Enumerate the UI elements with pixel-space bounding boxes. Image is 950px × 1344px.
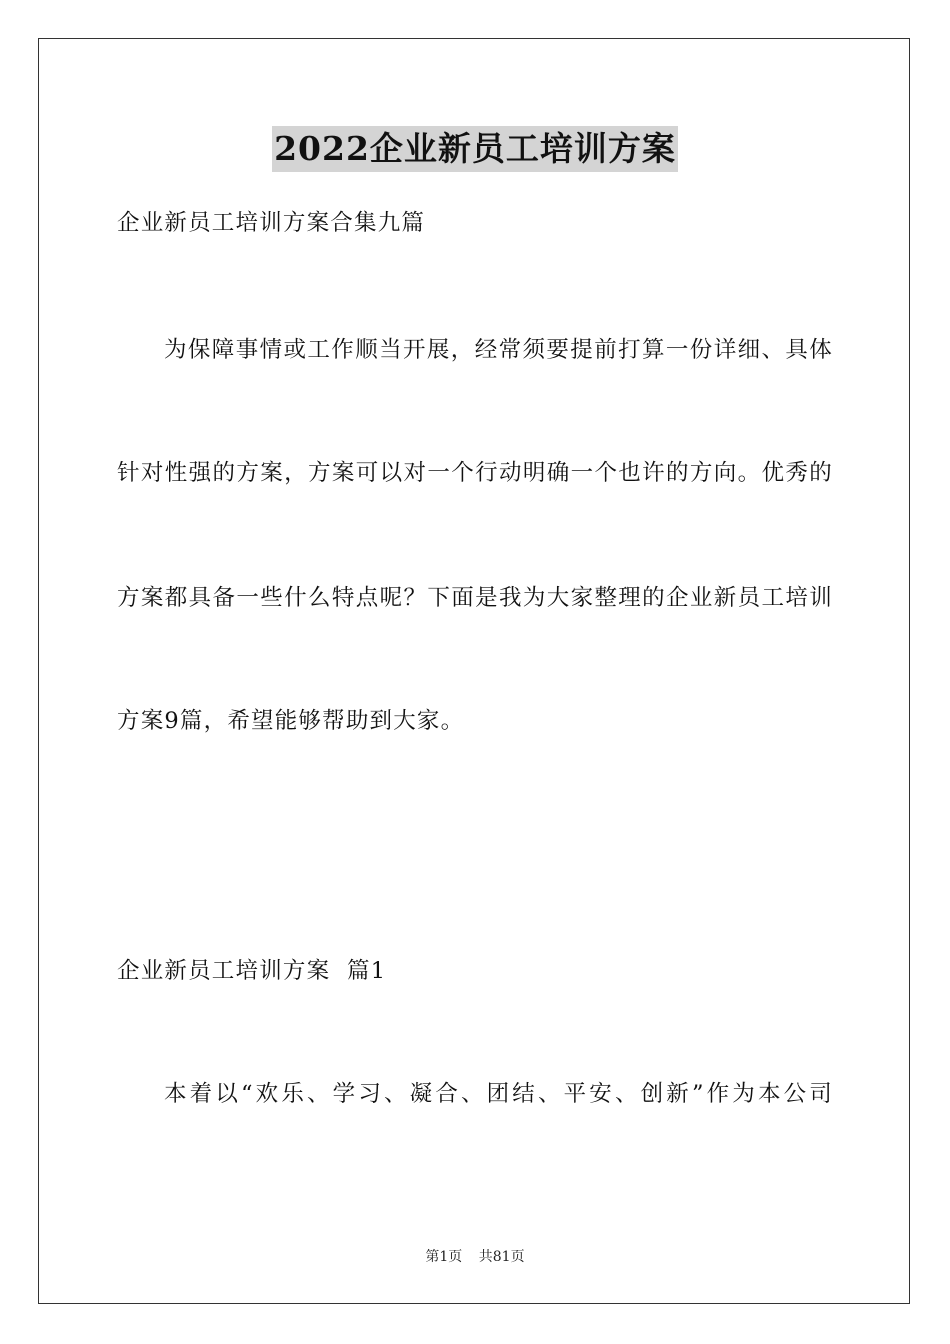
page-footer <box>0 1246 950 1266</box>
document-title-text: 2022企业新员工培训方案 <box>272 126 678 172</box>
document-title <box>0 126 950 172</box>
intro-line-2: 针对性强的方案，方案可以对一个行动明确一个也许的方向。优秀的 <box>117 460 833 486</box>
intro-line-1: 为保障事情或工作顺当开展，经常须要提前打算一份详细、具体 <box>164 337 833 363</box>
intro-line-4: 方案9篇，希望能够帮助到大家。 <box>117 708 465 734</box>
intro-line-3: 方案都具备一些什么特点呢？下面是我为大家整理的企业新员工培训 <box>117 585 833 611</box>
document-subtitle: 企业新员工培训方案合集九篇 <box>117 210 426 236</box>
section-first-line: 本着以“欢乐、学习、凝合、团结、平安、创新”作为本公司 <box>164 1081 833 1107</box>
page-total: 共81页 <box>478 1249 525 1265</box>
section-heading: 企业新员工培训方案 篇1 <box>117 958 387 984</box>
page-number: 第1页 <box>425 1249 463 1265</box>
